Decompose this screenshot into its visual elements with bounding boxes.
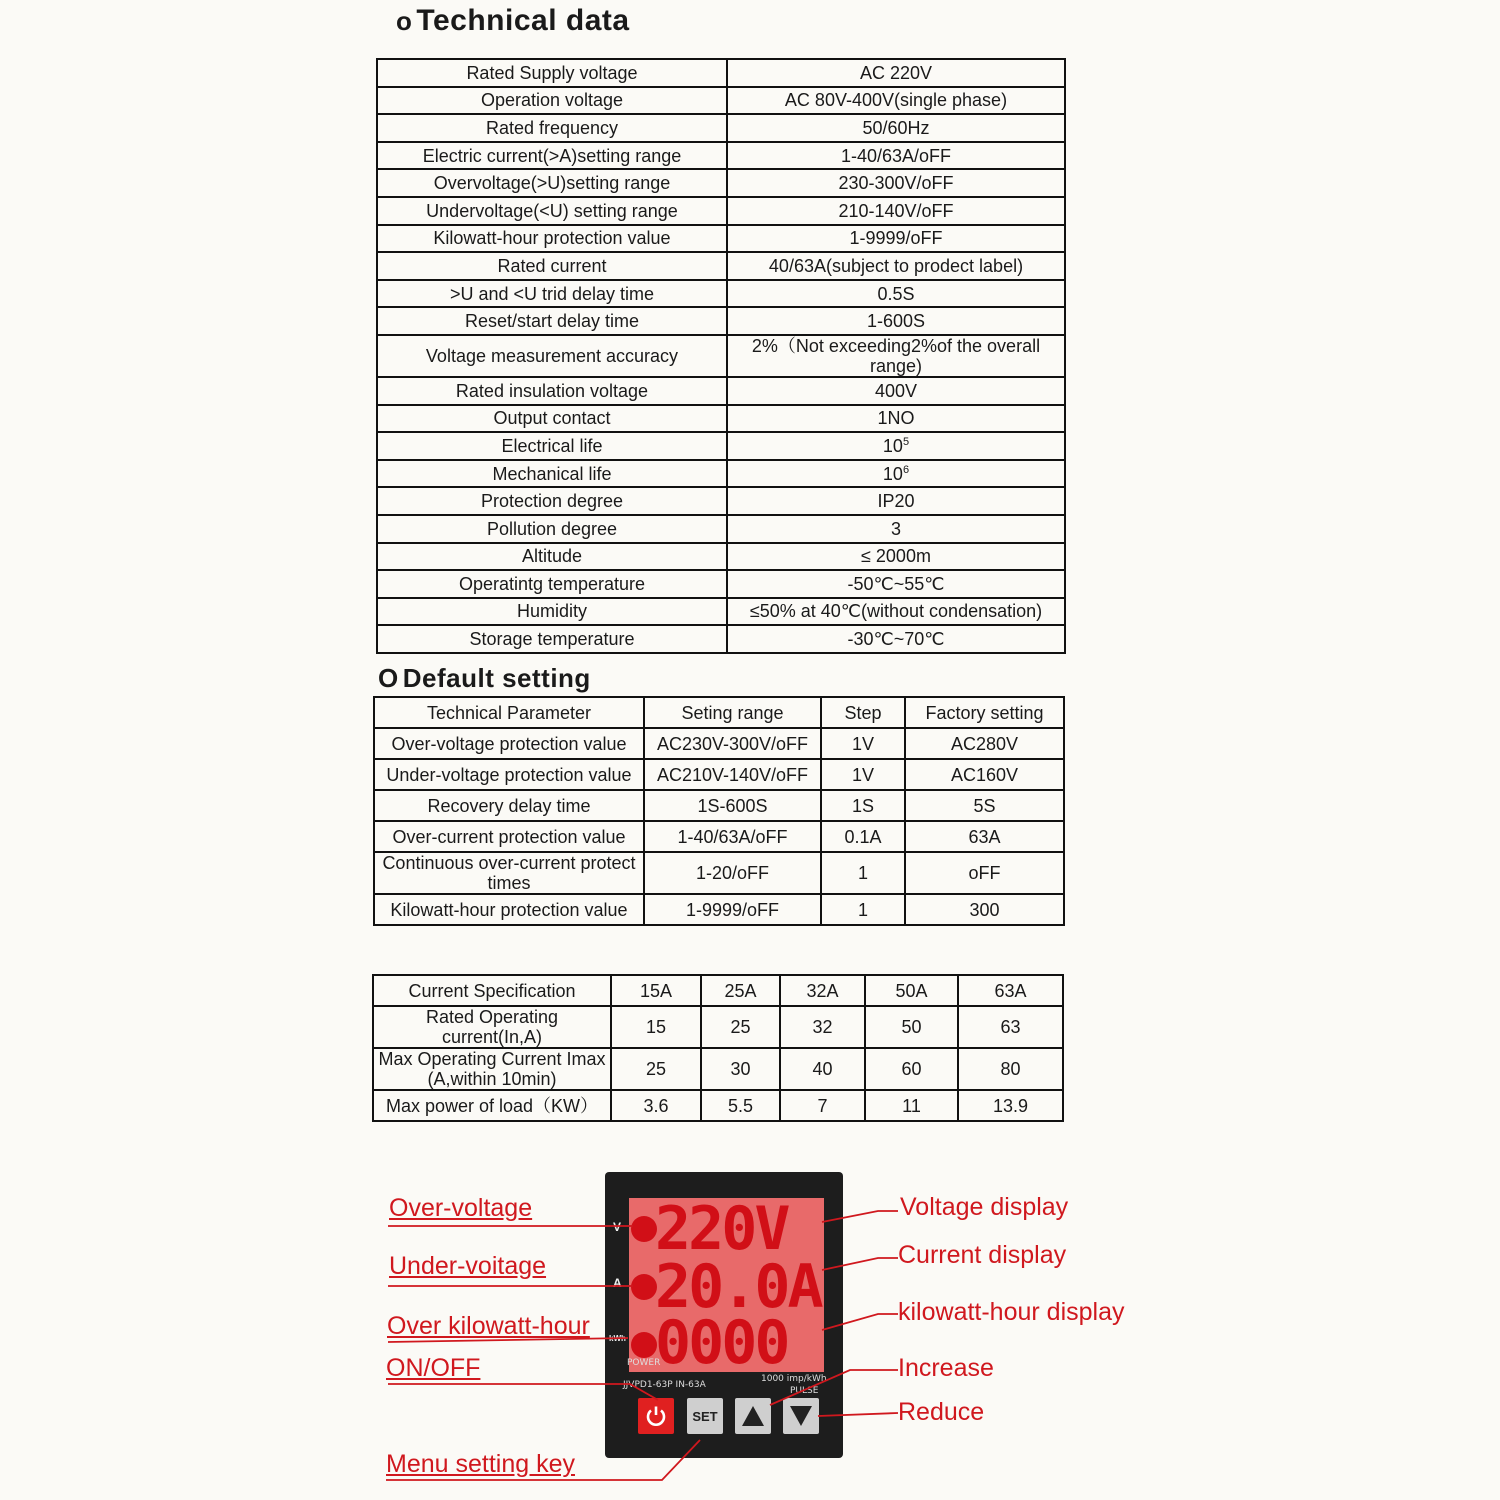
param-value-text: AC 80V-400V(single phase) [784,90,1008,111]
table-cell: 7 [780,1090,865,1121]
param-label: Operation voltage [377,87,727,115]
v-side-label: V [613,1220,622,1234]
table-cell: 1-9999/oFF [644,894,821,925]
table-cell: Over-voltage protection value [374,728,644,759]
table-cell: Max Operating Current Imax (A,within 10min) [373,1048,611,1090]
bullet-circle-icon: O [378,663,399,693]
param-label: Overvoltage(>U)setting range [377,169,727,197]
table-cell: 63 [958,1006,1063,1048]
table-cell: 0.1A [821,821,905,852]
table-cell: 1V [821,759,905,790]
kwh-display-callout: kilowatt-hour display [898,1298,1125,1326]
table-cell: 25 [611,1048,701,1090]
table-cell: Current Specification [373,975,611,1006]
table-cell: Kilowatt-hour protection value [374,894,644,925]
param-label: Rated frequency [377,114,727,142]
table-cell: 5.5 [701,1090,780,1121]
pulse-label: PULSE [790,1386,819,1396]
param-value-text: 0.5S [877,283,915,304]
param-value-text: 10 [882,463,903,484]
table-cell: 60 [865,1048,958,1090]
param-value-text: 1-9999/oFF [849,228,943,249]
table-cell: 50 [865,1006,958,1048]
column-header: Factory setting [905,697,1064,728]
table-cell: 300 [905,894,1064,925]
table-cell: Continuous over-current protect times [374,852,644,894]
param-label: Pollution degree [377,515,727,543]
table-cell: Recovery delay time [374,790,644,821]
kwh-side-label: kWh [609,1334,626,1343]
param-label: Electric current(>A)setting range [377,142,727,170]
param-label: Humidity [377,598,727,626]
param-value-text: 1-600S [866,311,926,332]
param-label: Undervoltage(<U) setting range [377,197,727,225]
menu-key-callout: Menu setting key [386,1450,575,1478]
table-cell: 30 [701,1048,780,1090]
param-value-text: 10 [882,435,903,456]
param-label: >U and <U trid delay time [377,280,727,308]
increase-callout: Increase [898,1354,994,1382]
table-cell: 25 [701,1006,780,1048]
bullet-circle-icon: o [396,6,413,36]
param-value-text: 2%（Not exceeding2%of the overall range) [751,335,1041,376]
table-cell: 32A [780,975,865,1006]
current-readout: 20.0A [655,1252,821,1322]
table-cell: 11 [865,1090,958,1121]
table-cell: 15 [611,1006,701,1048]
param-value-text: -50℃~55℃ [847,573,945,594]
column-header: Step [821,697,905,728]
voltage-display-callout: Voltage display [900,1193,1069,1221]
under-voltage-callout: Under-voitage [389,1252,547,1280]
param-label: Electrical life [377,432,727,460]
param-label: Mechanical life [377,460,727,488]
param-value-text: 1-40/63A/oFF [840,145,952,166]
param-value-text: AC 220V [859,62,933,83]
table-cell: 1V [821,728,905,759]
param-label: Storage temperature [377,625,727,653]
column-header: Seting range [644,697,821,728]
technical-data-title: Technical data [416,4,630,37]
table-cell: 3.6 [611,1090,701,1121]
set-button[interactable]: SET [687,1398,723,1434]
param-label: Protection degree [377,487,727,515]
table-cell: 80 [958,1048,1063,1090]
voltage-readout: 220V [655,1194,788,1264]
table-cell: AC160V [905,759,1064,790]
table-cell: 1S-600S [644,790,821,821]
table-cell: AC230V-300V/oFF [644,728,821,759]
param-value-text: 1NO [877,408,915,429]
table-cell: 5S [905,790,1064,821]
pulse-rate-label: 1000 imp/kWh [761,1374,827,1384]
table-cell: 13.9 [958,1090,1063,1121]
table-cell: AC280V [905,728,1064,759]
param-label: Output contact [377,405,727,433]
kwh-readout: 0000 [655,1308,788,1378]
column-header: Technical Parameter [374,697,644,728]
table-cell: AC210V-140V/oFF [644,759,821,790]
table-cell: 15A [611,975,701,1006]
table-cell: 32 [780,1006,865,1048]
param-value-text: 400V [874,380,918,401]
param-label: Rated insulation voltage [377,377,727,405]
param-value-text: ≤ 2000m [861,546,931,567]
power-label: POWER [627,1358,661,1368]
param-value-text: 230-300V/oFF [838,173,954,194]
current-display-callout: Current display [898,1241,1067,1269]
param-value-text: 210-140V/oFF [838,200,954,221]
table-cell: 63A [905,821,1064,852]
param-value-text: -30℃~70℃ [847,629,945,650]
table-cell: 1-40/63A/oFF [644,821,821,852]
table-cell: Under-voltage protection value [374,759,644,790]
table-cell: 1 [821,894,905,925]
on-off-callout: ON/OFF [386,1354,481,1382]
param-label: Rated current [377,252,727,280]
table-cell: 40 [780,1048,865,1090]
model-label: JJVPD1-63P IN-63A [623,1380,706,1390]
default-setting-title: Default setting [402,663,591,693]
param-label: Rated Supply voltage [377,59,727,87]
param-label: Voltage measurement accuracy [377,335,727,377]
param-value-text: 50/60Hz [862,117,930,138]
param-label: Kilowatt-hour protection value [377,225,727,253]
param-label: Operatintg temperature [377,570,727,598]
table-cell: 1 [821,852,905,894]
table-cell: 25A [701,975,780,1006]
table-cell: Rated Operating current(In,A) [373,1006,611,1048]
param-value-text: 3 [890,518,901,539]
table-cell: oFF [905,852,1064,894]
table-cell: 1-20/oFF [644,852,821,894]
over-kwh-callout: Over kilowatt-hour [387,1312,590,1340]
reduce-callout: Reduce [898,1398,985,1426]
table-cell: Over-current protection value [374,821,644,852]
exponent: 6 [902,463,910,476]
table-cell: 63A [958,975,1063,1006]
table-cell: 50A [865,975,958,1006]
table-cell: Max power of load（KW） [373,1090,611,1121]
param-label: Reset/start delay time [377,307,727,335]
param-value-text: 40/63A(subject to prodect label) [768,255,1024,276]
a-side-label: A [613,1276,622,1290]
over-voltage-callout: Over-voltage [389,1194,533,1222]
exponent: 5 [902,435,910,448]
table-cell: 1S [821,790,905,821]
param-value-text: ≤50% at 40℃(without condensation) [749,601,1043,622]
param-label: Altitude [377,543,727,571]
param-value-text: IP20 [877,491,915,512]
